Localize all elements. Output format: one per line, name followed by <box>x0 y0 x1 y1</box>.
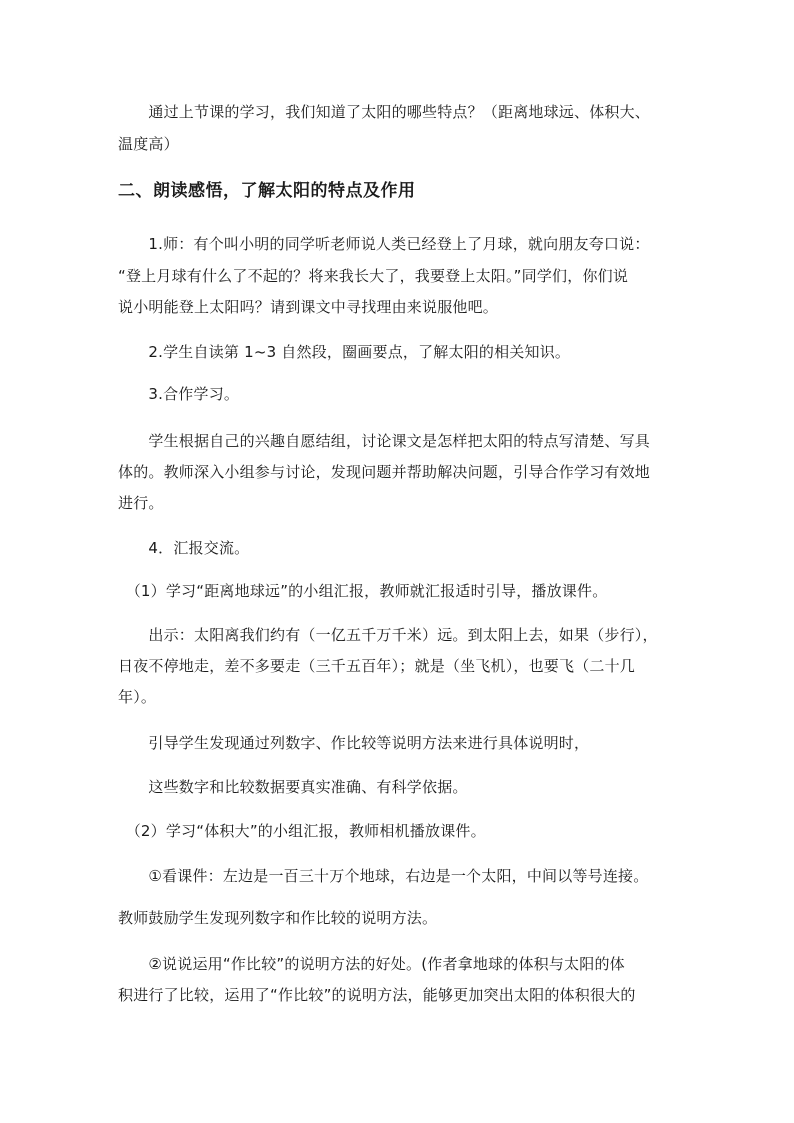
step-1-line-3: 说小明能登上太阳吗？请到课文中寻找理由来说服他吧。 <box>118 298 499 316</box>
group-study-line-1: 学生根据自己的兴趣自愿结组，讨论课文是怎样把太阳的特点写清楚、写具 <box>118 432 651 450</box>
step-1-line-1: 1.师：有个叫小明的同学听老师说人类已经登上了月球，就向朋友夸口说： <box>118 235 650 253</box>
group-study-line-3: 进行。 <box>118 494 164 512</box>
sub-step-1: （1）学习“距离地球远”的小组汇报，教师就汇报适时引导，播放课件。 <box>118 582 608 600</box>
guide-line-2: 这些数字和比较数据要真实准确、有科学依据。 <box>118 778 468 796</box>
step-3: 3.合作学习。 <box>118 385 240 403</box>
step-2: 2.学生自读第 1~3 自然段，圈画要点，了解太阳的相关知识。 <box>118 343 571 361</box>
guide-line-1: 引导学生发现通过列数字、作比较等说明方法来进行具体说明时， <box>118 734 590 752</box>
step-4: 4．汇报交流。 <box>118 539 250 557</box>
courseware-line-2: 教师鼓励学生发现列数字和作比较的说明方法。 <box>118 909 438 927</box>
sub-step-2: （2）学习“体积大”的小组汇报，教师相机播放课件。 <box>118 822 486 840</box>
group-study-line-2: 体的。教师深入小组参与讨论，发现问题并帮助解决问题，引导合作学习有效地 <box>118 463 651 481</box>
comparison-line-1: ②说说运用“作比较”的说明方法的好处。(作者拿地球的体积与太阳的体 <box>118 955 625 973</box>
display-line-3: 年）。 <box>118 688 157 706</box>
display-line-1: 出示：太阳离我们约有（一亿五千万千米）远。到太阳上去，如果（步行）， <box>118 626 658 644</box>
display-line-2: 日夜不停地走，差不多要走（三千五百年）；就是（坐飞机），也要飞（二十几 <box>118 657 636 675</box>
step-1-line-2: “登上月球有什么了不起的？将来我长大了，我要登上太阳。”同学们，你们说 <box>118 267 629 285</box>
section-heading: 二、朗读感悟，了解太阳的特点及作用 <box>118 181 416 201</box>
comparison-line-2: 积进行了比较，运用了“作比较”的说明方法，能够更加突出太阳的体积很大的 <box>118 986 636 1004</box>
paragraph-intro-line-2: 温度高） <box>118 135 179 153</box>
paragraph-intro-line-1: 通过上节课的学习，我们知道了太阳的哪些特点？（距离地球远、体积大、 <box>118 103 651 121</box>
courseware-line-1: ①看课件：左边是一百三十万个地球，右边是一个太阳，中间以等号连接。 <box>118 867 649 885</box>
